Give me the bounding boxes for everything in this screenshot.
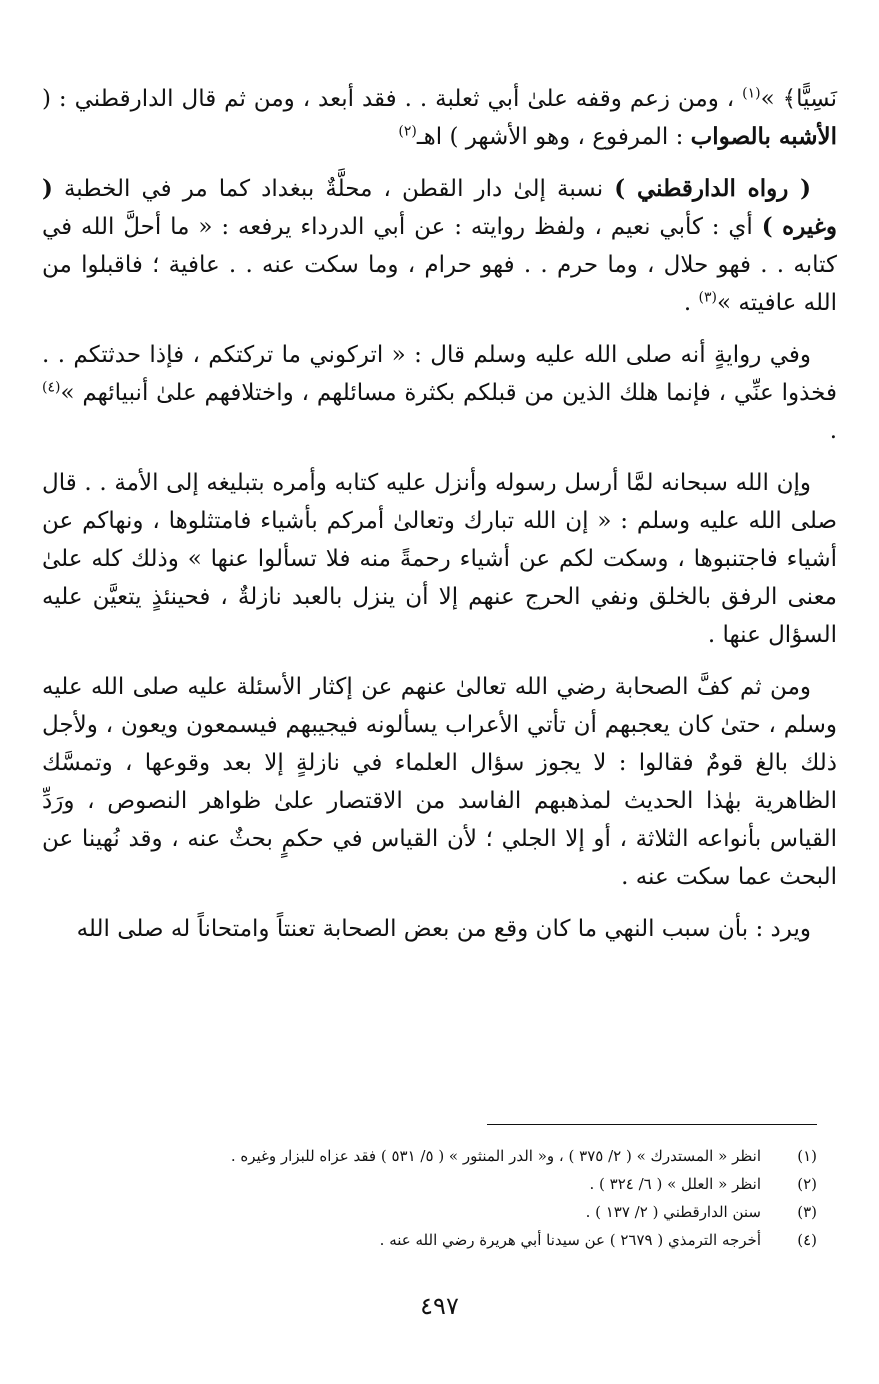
footnote-divider: [487, 1124, 817, 1125]
footnote-ref-2: (٢): [398, 123, 417, 140]
footnote-item: [42, 1226, 817, 1254]
footnote-text: انظر « العلل » ( ٦/ ٣٢٤ ) .: [589, 1175, 761, 1193]
text-segment: ، ومن زعم وقفه علىٰ أبي ثعلبة . . فقد أبعد ، ومن ثم قال الدارقطني : (: [42, 86, 743, 112]
footnote-text: انظر « المستدرك » ( ٢/ ٣٧٥ ) ، و« الدر المنثور » ( ٥/ ٥٣١ ) فقد عزاه للبزار وغيره .: [230, 1147, 761, 1165]
text-segment: .: [829, 418, 837, 444]
footnote-item: [42, 1142, 817, 1170]
footnote-ref-1: (١): [742, 85, 761, 102]
text-segment: وفي روايةٍ أنه صلى الله عليه وسلم قال : « اتركوني ما تركتكم ، فإذا حدثتكم . . فخذوا عنِّي ، فإنما هلك الذين من قبلكم بكثرة مسائلهم ، واختلافهم علىٰ أنبيائهم »: [42, 342, 837, 406]
text-segment: نَسِيًّا﴾ »: [760, 86, 837, 112]
paragraph-4: وإن الله سبحانه لمَّا أرسل رسوله وأنزل عليه كتابه وأمره بتبليغه إلى الأمة . . قال صلى الله عليه وسلم : « إن الله تبارك وتعالىٰ أمركم بأشياء فامتثلوها ، ونهاكم عن أشياء فاجتنبوها ، وسكت لكم عن أشياء رحمةً منه فلا تسألوا عنها » وذلك كله علىٰ معنى الرفق بالخلق ونفي الحرج عنهم إلا أن ينزل بالعبد نازلةٌ ، فحينئذٍ يتعيَّن عليه السؤال عنها .: [42, 470, 837, 648]
paragraph-3: [42, 336, 837, 450]
bold-term: ( وغيره ): [42, 175, 837, 240]
page-number: ٤٩٧: [420, 1292, 459, 1320]
footnote-number: (٢): [797, 1175, 817, 1193]
footnote-number: (٣): [797, 1203, 817, 1221]
bold-term: الأشبه بالصواب: [690, 123, 837, 150]
footnote-ref-4: (٤): [42, 379, 61, 396]
main-text: [42, 80, 837, 962]
text-segment: .: [683, 290, 699, 316]
paragraph-6: ويرد : بأن سبب النهي ما كان وقع من بعض الصحابة تعنتاً وامتحاناً له صلى الله: [76, 916, 811, 942]
text-segment: أي : كأبي نعيم ، ولفظ روايته : عن أبي الدرداء يرفعه : « ما أحلَّ الله في كتابه . . فهو حلال ، وما حرم . . فهو حرام ، وما سكت عنه . . عافية ؛ فاقبلوا من الله عافيته »: [42, 214, 837, 316]
footnote-item: [42, 1198, 817, 1226]
paragraph-1: [42, 80, 837, 156]
paragraph-5: ومن ثم كفَّ الصحابة رضي الله تعالىٰ عنهم عن إكثار الأسئلة عليه صلى الله عليه وسلم ، حتىٰ كان يعجبهم أن تأتي الأعراب يسألونه فيجيبهم فيسمعون ويعون ، ولأجل ذلك بالغ قومٌ فقالوا : لا يجوز سؤال العلماء في نازلةٍ إلا بعد وقوعها ، وتمسَّك الظاهرية بهٰذا الحديث لمذهبهم الفاسد من الاقتصار علىٰ ظواهر النصوص ، ورَدِّ القياس بأنواعه الثلاثة ، أو إلا الجلي ؛ لأن القياس في حكمٍ بحثٌ عنه ، وقد نُهينا عن البحث عما سكت عنه .: [42, 674, 837, 890]
paragraph-2: [42, 170, 837, 322]
footnote-number: (٤): [797, 1231, 817, 1249]
footnote-text: سنن الدارقطني ( ٢/ ١٣٧ ) .: [585, 1203, 761, 1221]
bold-term: ( رواه الدارقطني ): [614, 175, 811, 202]
footnote-ref-3: (٣): [698, 289, 718, 306]
footnote-number: (١): [797, 1147, 817, 1165]
text-segment: نسبة إلىٰ دار القطن ، محلَّةٌ ببغداد كما مر في الخطبة: [52, 176, 615, 202]
text-segment: : المرفوع ، وهو الأشهر ) اهـ: [416, 124, 691, 150]
footnotes: [42, 1142, 817, 1254]
footnote-text: أخرجه الترمذي ( ٢٦٧٩ ) عن سيدنا أبي هريرة رضي الله عنه .: [379, 1231, 761, 1249]
footnote-item: [42, 1170, 817, 1198]
